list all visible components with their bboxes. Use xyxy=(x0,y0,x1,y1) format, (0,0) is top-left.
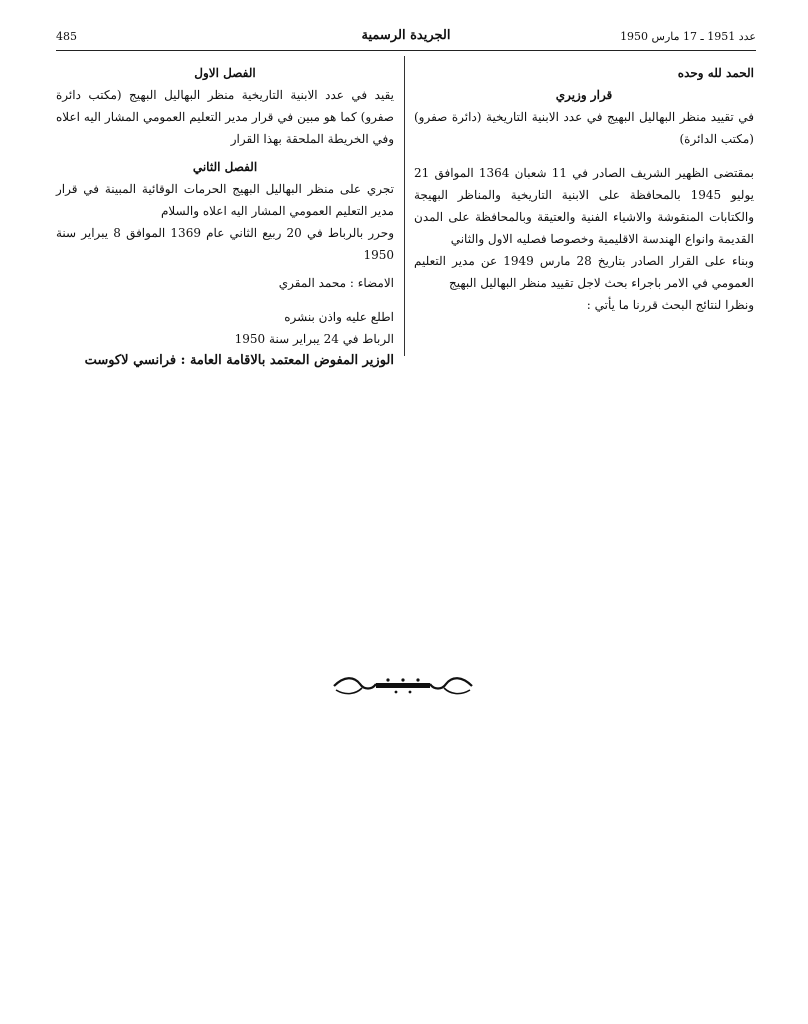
chapter-2-text: تجري على منظر البهاليل البهيج الحرمات الوقائية المبينة في قرار مدير التعليم العمومي المشار اليه اعلاه والسلام xyxy=(56,182,394,218)
right-column xyxy=(414,62,754,316)
issue-date: عدد 1951 ـ 17 مارس 1950 xyxy=(620,30,756,43)
column-divider xyxy=(404,56,405,356)
chapter-2-title: الفصل الثاني xyxy=(192,160,258,174)
preamble-paragraph-2: وبناء على القرار الصادر بتاريخ 28 مارس 1949 عن مدير التعليم العمومي في الامر باجراء بحث لاجل تقييد منظر البهاليل البهيج xyxy=(414,254,755,290)
decorative-divider-ornament-icon xyxy=(330,672,476,700)
decree-title: قرار وزيري xyxy=(555,88,613,102)
header-rule xyxy=(56,50,756,51)
chapter-1-text: يقيد في عدد الابنية التاريخية منظر البهاليل البهيج (مكتب دائرة صفرو) كما هو مبين في قرار مدير التعليم العمومي المشار اليه اعلاه وفي الخريطة الملحقة بهذا القرار xyxy=(56,88,394,146)
closing-signatory: الوزير المفوض المعتمد بالاقامة العامة : فرانسي لاكوست xyxy=(84,353,394,368)
signature: الامضاء : محمد المقري xyxy=(278,276,394,290)
invocation: الحمد لله وحده xyxy=(677,66,754,80)
chapter-1-title: الفصل الاول xyxy=(194,66,256,80)
date-line: وحرر بالرباط في 20 ربيع الثاني عام 1369 الموافق 8 يبراير سنة 1950 xyxy=(56,226,394,262)
left-column xyxy=(56,62,394,372)
seen-date: الرباط في 24 يبراير سنة 1950 xyxy=(234,332,394,346)
preamble-paragraph-3: ونظرا لنتائج البحث قررنا ما يأتي : xyxy=(586,298,754,312)
page-header xyxy=(56,28,756,48)
seen-line: اطلع عليه واذن بنشره xyxy=(284,310,394,324)
decree-subject: في تقييد منظر البهاليل البهيج في عدد الابنية التاريخية (دائرة صفرو) (مكتب الدائرة) xyxy=(414,110,754,146)
page-number: 485 xyxy=(56,30,77,43)
journal-title: الجريدة الرسمية xyxy=(361,28,451,43)
preamble-paragraph-1: بمقتضى الظهير الشريف الصادر في 11 شعبان 1364 الموافق 21 يوليو 1945 بالمحافظة على الابنية التاريخية والمناظر البهيجة والكتابات المنقوشة والاشياء الفنية والعتيقة وبالمحافظة على المدن القديمة وانواع الهندسة الاقليمية وخصوصا فصليه الاول والثاني xyxy=(414,166,754,246)
